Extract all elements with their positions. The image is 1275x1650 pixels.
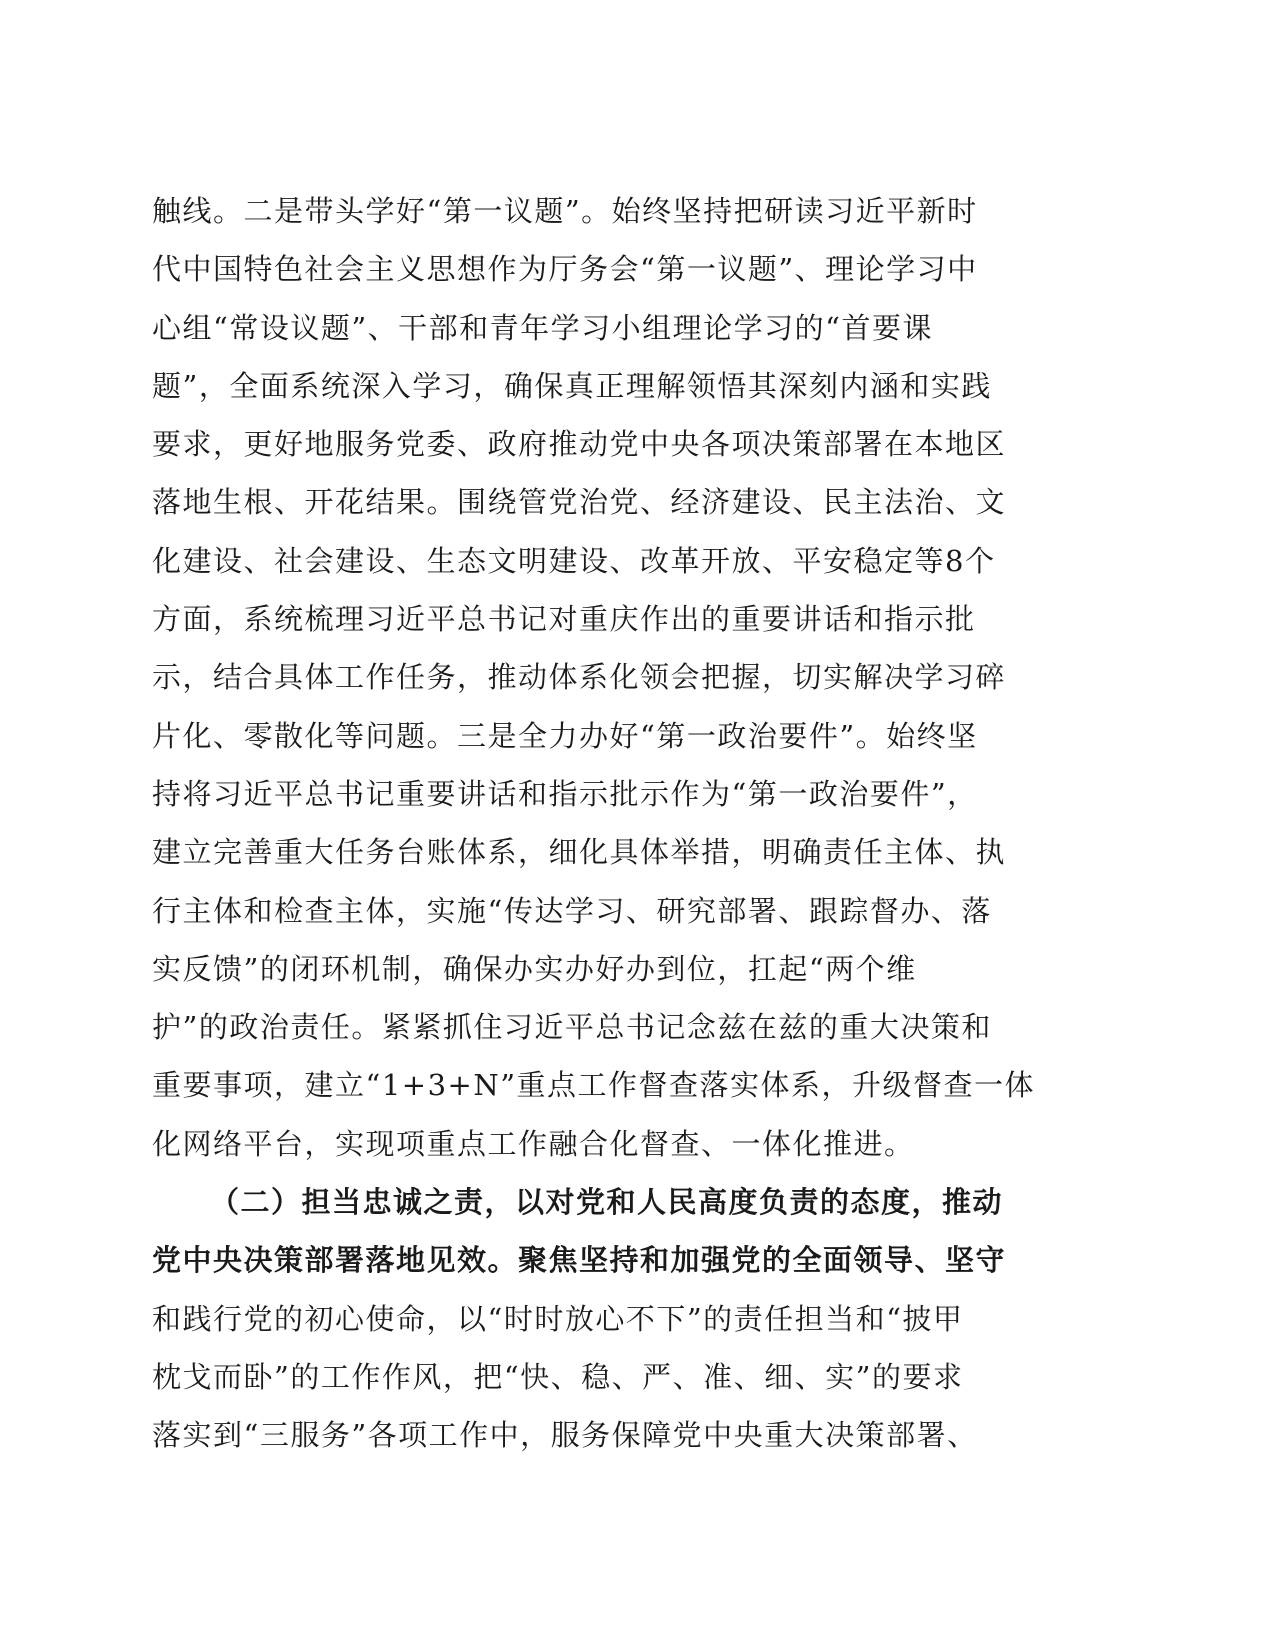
- text-line: 持将习近平总书记重要讲话和指示批示作为“第一政治要件”，: [152, 776, 978, 811]
- section-heading-line: [152, 1173, 1112, 1231]
- body-text: [152, 182, 1112, 1465]
- section-heading-text: （二）担当忠诚之责，以对党和人民高度负责的态度，推动: [210, 1185, 1004, 1220]
- section-heading-text: 党中央决策部署落地见效。聚焦坚持和加强党的全面领导、坚守: [152, 1243, 1007, 1278]
- text-line: 化建设、社会建设、生态文明建设、改革开放、平安稳定等8个: [152, 543, 996, 578]
- text-line: 实反馈”的闭环机制，确保办实办好办到位，扛起“两个维: [152, 951, 917, 986]
- text-line: 方面，系统梳理习近平总书记对重庆作出的重要讲话和指示批: [152, 602, 976, 637]
- text-line: 护”的政治责任。紧紧抓住习近平总书记念兹在兹的重大决策和: [152, 1010, 992, 1045]
- text-line: 重要事项，建立“1+3+N”重点工作督查落实体系，升级督查一体: [152, 1068, 1036, 1103]
- text-line: 代中国特色社会主义思想作为厅务会“第一议题”、理论学习中: [152, 252, 978, 287]
- text-line: 枕戈而卧”的工作作风，把“快、稳、严、准、细、实”的要求: [152, 1359, 964, 1394]
- text-line: 心组“常设议题”、干部和青年学习小组理论学习的“首要课: [152, 310, 933, 345]
- text-line: 落地生根、开花结果。围绕管党治党、经济建设、民主法治、文: [152, 485, 1007, 520]
- text-line: 和践行党的初心使命，以“时时放心不下”的责任担当和“披甲: [152, 1301, 964, 1336]
- text-line: 片化、零散化等问题。三是全力办好“第一政治要件”。始终坚: [152, 718, 978, 753]
- text-line: 建立完善重大任务台账体系，细化具体举措，明确责任主体、执: [152, 835, 1007, 870]
- text-line: 化网络平台，实现项重点工作融合化督查、一体化推进。: [152, 1126, 915, 1161]
- section-heading-line: [152, 1231, 1112, 1289]
- text-line: 题”，全面系统深入学习，确保真正理解领悟其深刻内涵和实践: [152, 368, 992, 403]
- text-line: 落实到“三服务”各项工作中，服务保障党中央重大决策部署、: [152, 1418, 978, 1453]
- text-line: 要求，更好地服务党委、政府推动党中央各项决策部署在本地区: [152, 427, 1007, 462]
- text-line: 触线。二是带头学好“第一议题”。始终坚持把研读习近平新时: [152, 194, 978, 228]
- text-line: 示，结合具体工作任务，推动体系化领会把握，切实解决学习碎: [152, 660, 1007, 695]
- text-line: 行主体和检查主体，实施“传达学习、研究部署、跟踪督办、落: [152, 893, 992, 928]
